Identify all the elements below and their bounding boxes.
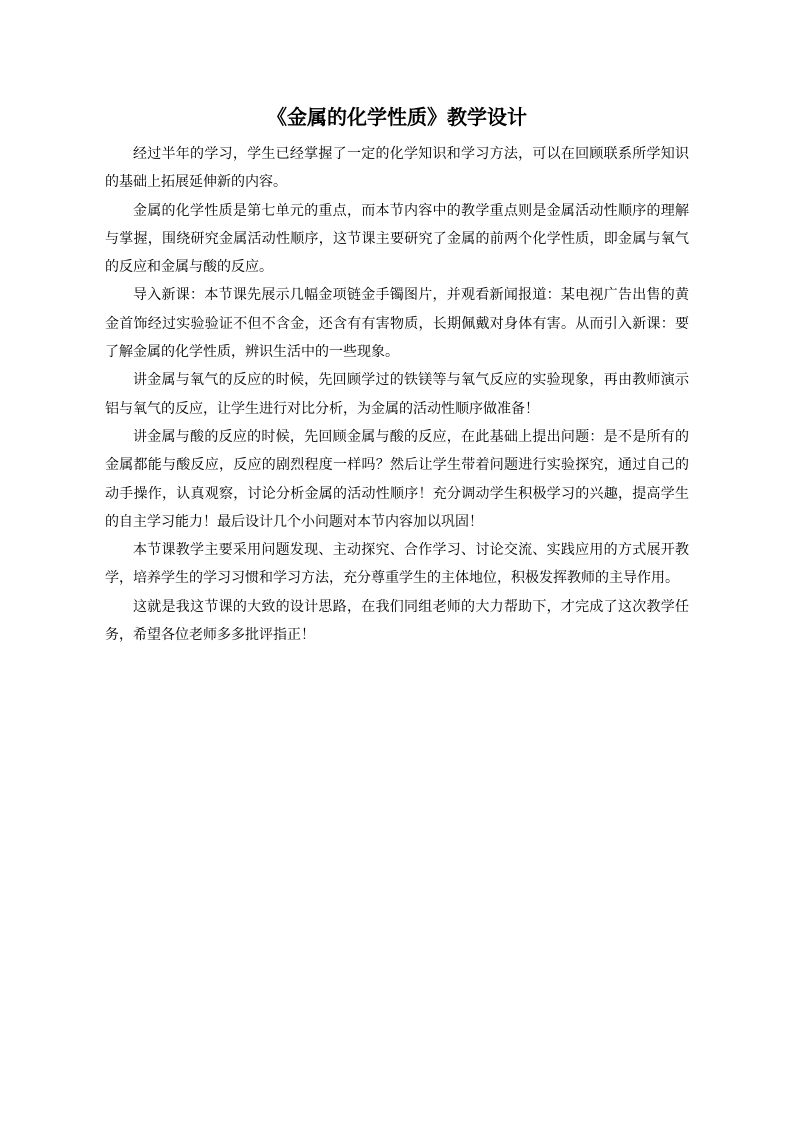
paragraph-conclusion: 这就是我这节课的大致的设计思路，在我们同组老师的大力帮助下，才完成了这次教学任务，希望各位老师多多批评指正！: [105, 598, 689, 644]
paragraph-key-points: 金属的化学性质是第七单元的重点，而本节内容中的教学重点则是金属活动性顺序的理解与掌握，围绕研究金属活动性顺序，这节课主要研究了金属的前两个化学性质，即金属与氧气的反应和金属与酸的反应。: [105, 202, 689, 276]
document-body: [105, 140, 689, 649]
paragraph-teaching-methods: 本节课教学主要采用问题发现、主动探究、合作学习、讨论交流、实践应用的方式展开教学，培养学生的学习习惯和学习方法，充分尊重学生的主体地位，积极发挥教师的主导作用。: [105, 542, 689, 587]
paragraph-metal-acid: 讲金属与酸的反应的时候，先回顾金属与酸的反应，在此基础上提出问题：是不是所有的金属都能与酸反应，反应的剧烈程度一样吗？然后让学生带着问题进行实验探究，通过自己的动手操作，认真观察，讨论分析金属的活动性顺序！充分调动学生积极学习的兴趣，提高学生的自主学习能力！最后设计几个小问题对本节内容加以巩固！: [105, 428, 689, 530]
paragraph-lesson-introduction: 导入新课：本节课先展示几幅金项链金手镯图片，并观看新闻报道：某电视广告出售的黄金首饰经过实验验证不但不含金，还含有有害物质，长期佩戴对身体有害。从而引入新课：要了解金属的化学性质，辨识生活中的一些现象。: [105, 287, 689, 361]
paragraph-intro: 经过半年的学习，学生已经掌握了一定的化学知识和学习方法，可以在回顾联系所学知识的基础上拓展延伸新的内容。: [105, 146, 689, 191]
paragraph-metal-oxygen: 讲金属与氧气的反应的时候，先回顾学过的铁镁等与氧气反应的实验现象，再由教师演示铝与氧气的反应，让学生进行对比分析，为金属的活动性顺序做准备！: [105, 372, 689, 417]
document-title: 《金属的化学性质》教学设计: [267, 105, 527, 129]
